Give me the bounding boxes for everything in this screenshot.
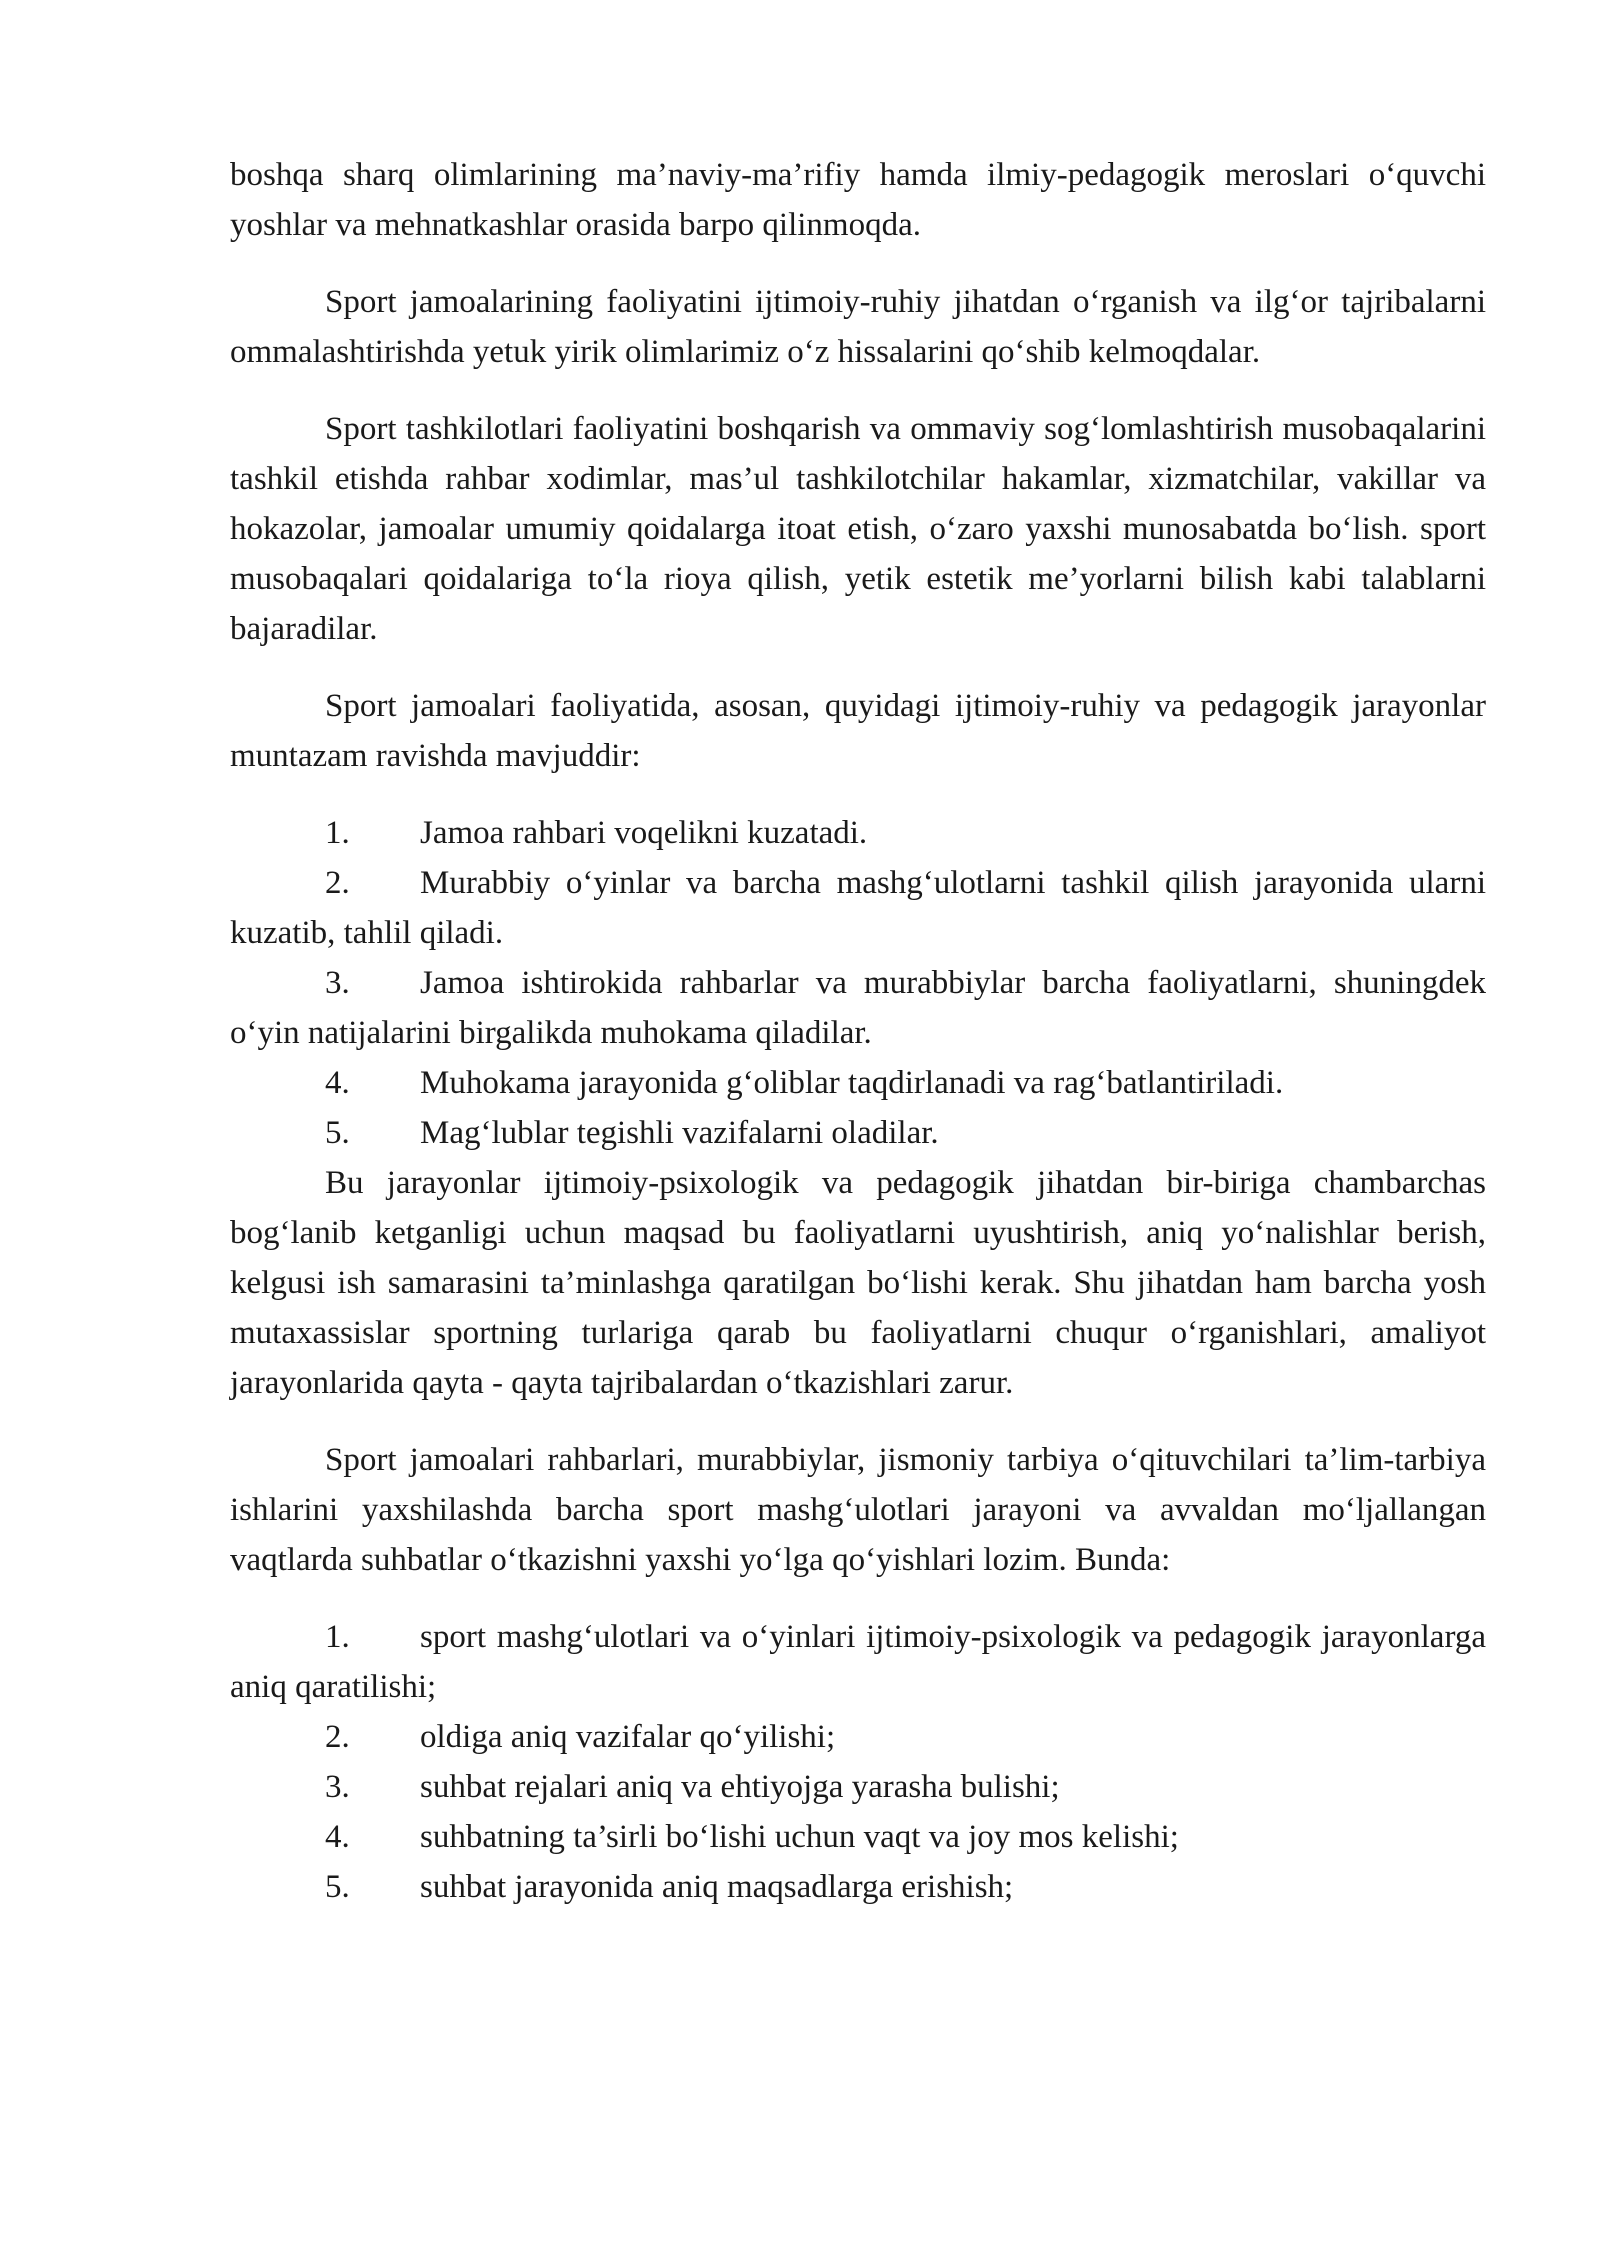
list-item	[230, 858, 1486, 958]
list-item-number: 3.	[325, 1769, 350, 1805]
list-item	[230, 1108, 1486, 1158]
list-item-number: 4.	[325, 1819, 350, 1855]
paragraph-2: Sport jamoalarining faoliyatini ijtimoiy-ruhiy jihatdan o‘rganish va ilg‘or tajribalarni ommalashtirishda yetuk yirik olimlarimiz o‘z hissalarini qo‘shib kelmoqdalar.	[230, 284, 1486, 370]
list-item-number: 4.	[325, 1065, 350, 1101]
paragraph-5: Bu jarayonlar ijtimoiy-psixologik va pedagogik jihatdan bir-biriga chambarchas bog‘lanib ketganligi uchun maqsad bu faoliyatlarni uyushtirish, aniq yo‘nalishlar berish, kelgusi ish samarasini ta’minlashga qaratilgan bo‘lishi kerak. Shu jihatdan ham barcha yosh mutaxassislar sportning turlariga qarab bu faoliyatlarni chuqur o‘rganishlari, amaliyot jarayonlarida qayta - qayta tajribalardan o‘tkazishlari zarur.	[230, 1165, 1486, 1401]
conversation-list	[230, 1612, 1486, 1912]
list-item	[230, 1058, 1486, 1108]
list-item-number: 5.	[325, 1869, 350, 1905]
list-item	[230, 1862, 1486, 1912]
document-page	[230, 150, 1486, 1912]
list-item-text: Murabbiy o‘yinlar va barcha mashg‘ulotlarni tashkil qilish jarayonida ularni kuzatib, tahlil qiladi.	[230, 865, 1486, 951]
list-item-text: suhbat jarayonida aniq maqsadlarga erishish;	[420, 1869, 1014, 1905]
list-item	[230, 1712, 1486, 1762]
list-item-number: 2.	[325, 865, 350, 901]
paragraph-3: Sport tashkilotlari faoliyatini boshqarish va ommaviy sog‘lomlashtirish musobaqalarini tashkil etishda rahbar xodimlar, mas’ul tashkilotchilar hakamlar, xizmatchilar, vakillar va hokazolar, jamoalar umumiy qoidalarga itoat etish, o‘zaro yaxshi munosabatda bo‘lish. sport musobaqalari qoidalariga to‘la rioya qilish, yetik estetik me’yorlarni bilish kabi talablarni bajaradilar.	[230, 411, 1486, 647]
list-item-text: oldiga aniq vazifalar qo‘yilishi;	[420, 1719, 836, 1755]
list-item-text: sport mashg‘ulotlari va o‘yinlari ijtimoiy-psixologik va pedagogik jarayonlarga aniq qaratilishi;	[230, 1619, 1486, 1705]
paragraph-6: Sport jamoalari rahbarlari, murabbiylar, jismoniy tarbiya o‘qituvchilari ta’lim-tarbiya ishlarini yaxshilashda barcha sport mashg‘ulotlari jarayoni va avvaldan mo‘ljallangan vaqtlarda suhbatlar o‘tkazishni yaxshi yo‘lga qo‘yishlari lozim. Bunda:	[230, 1442, 1486, 1578]
list-item-text: suhbat rejalari aniq va ehtiyojga yarasha bulishi;	[420, 1769, 1060, 1805]
list-item-text: Jamoa rahbari voqelikni kuzatadi.	[420, 815, 868, 851]
list-item-number: 1.	[325, 1619, 350, 1655]
list-item-text: suhbatning ta’sirli bo‘lishi uchun vaqt va joy mos kelishi;	[420, 1819, 1179, 1855]
list-item-number: 2.	[325, 1719, 350, 1755]
list-item	[230, 958, 1486, 1058]
list-item	[230, 1762, 1486, 1812]
list-item-number: 1.	[325, 815, 350, 851]
list-item	[230, 808, 1486, 858]
list-item-text: Muhokama jarayonida g‘oliblar taqdirlanadi va rag‘batlantiriladi.	[420, 1065, 1284, 1101]
process-list	[230, 808, 1486, 1158]
list-item	[230, 1612, 1486, 1712]
list-item	[230, 1812, 1486, 1862]
list-item-text: Jamoa ishtirokida rahbarlar va murabbiylar barcha faoliyatlarni, shuningdek o‘yin natijalarini birgalikda muhokama qiladilar.	[230, 965, 1486, 1051]
paragraph-1: boshqa sharq olimlarining ma’naviy-ma’rifiy hamda ilmiy-pedagogik meroslari o‘quvchi yoshlar va mehnatkashlar orasida barpo qilinmoqda.	[230, 157, 1486, 243]
list-item-number: 3.	[325, 965, 350, 1001]
list-item-text: Mag‘lublar tegishli vazifalarni oladilar.	[420, 1115, 939, 1151]
list-item-number: 5.	[325, 1115, 350, 1151]
paragraph-4: Sport jamoalari faoliyatida, asosan, quyidagi ijtimoiy-ruhiy va pedagogik jarayonlar muntazam ravishda mavjuddir:	[230, 688, 1486, 774]
